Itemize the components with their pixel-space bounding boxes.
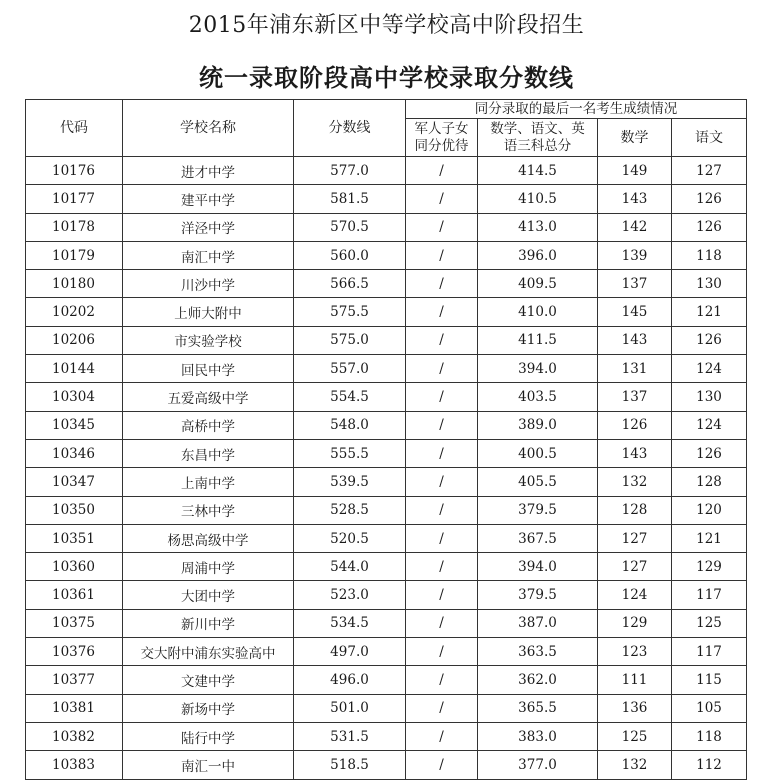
cell-score: 497.0 — [294, 638, 406, 666]
cell-chinese: 126 — [672, 213, 747, 241]
cell-total: 414.5 — [478, 157, 598, 185]
column-header-name: 学校名称 — [123, 100, 294, 157]
cell-school-name: 南汇中学 — [123, 241, 294, 269]
cell-math: 123 — [598, 638, 672, 666]
table-row — [26, 751, 747, 779]
cell-score: 570.5 — [294, 213, 406, 241]
cell-chinese: 127 — [672, 157, 747, 185]
cell-school-name: 大团中学 — [123, 581, 294, 609]
cell-math: 129 — [598, 609, 672, 637]
cell-military: / — [406, 383, 478, 411]
table-header — [26, 100, 747, 157]
cell-chinese: 112 — [672, 751, 747, 779]
total-header-line1: 数学、语文、英 — [490, 120, 585, 137]
cell-code: 10360 — [26, 553, 123, 581]
cell-total: 363.5 — [478, 638, 598, 666]
cell-military: / — [406, 666, 478, 694]
cell-chinese: 115 — [672, 666, 747, 694]
cell-total: 379.5 — [478, 496, 598, 524]
cell-military: / — [406, 751, 478, 779]
cell-school-name: 三林中学 — [123, 496, 294, 524]
column-header-military — [406, 119, 478, 157]
cell-school-name: 新场中学 — [123, 694, 294, 722]
document-subtitle: 统一录取阶段高中学校录取分数线 — [199, 64, 574, 92]
cell-chinese: 126 — [672, 439, 747, 467]
cell-total: 413.0 — [478, 213, 598, 241]
cell-math: 137 — [598, 270, 672, 298]
cell-total: 405.5 — [478, 468, 598, 496]
cell-math: 139 — [598, 241, 672, 269]
cell-military: / — [406, 270, 478, 298]
cell-score: 554.5 — [294, 383, 406, 411]
cell-code: 10144 — [26, 355, 123, 383]
cell-score: 575.0 — [294, 326, 406, 354]
table-row — [26, 326, 747, 354]
cell-total: 367.5 — [478, 524, 598, 552]
table-row — [26, 524, 747, 552]
cell-total: 411.5 — [478, 326, 598, 354]
cell-code: 10202 — [26, 298, 123, 326]
cell-score: 581.5 — [294, 185, 406, 213]
table-row — [26, 496, 747, 524]
cell-school-name: 五爱高级中学 — [123, 383, 294, 411]
cell-total: 410.5 — [478, 185, 598, 213]
cell-code: 10346 — [26, 439, 123, 467]
table-body — [26, 157, 747, 780]
column-group-header: 同分录取的最后一名考生成绩情况 — [406, 100, 747, 119]
cell-military: / — [406, 411, 478, 439]
cell-code: 10176 — [26, 157, 123, 185]
table-row — [26, 355, 747, 383]
cell-score: 518.5 — [294, 751, 406, 779]
cell-chinese: 128 — [672, 468, 747, 496]
table-row — [26, 270, 747, 298]
cell-chinese: 124 — [672, 411, 747, 439]
cell-code: 10350 — [26, 496, 123, 524]
cell-math: 149 — [598, 157, 672, 185]
cell-school-name: 杨思高级中学 — [123, 524, 294, 552]
cell-school-name: 上南中学 — [123, 468, 294, 496]
cell-score: 544.0 — [294, 553, 406, 581]
cell-chinese: 121 — [672, 298, 747, 326]
cell-math: 142 — [598, 213, 672, 241]
cell-military: / — [406, 298, 478, 326]
cell-math: 137 — [598, 383, 672, 411]
cell-military: / — [406, 524, 478, 552]
cell-chinese: 124 — [672, 355, 747, 383]
cell-score: 575.5 — [294, 298, 406, 326]
cell-code: 10376 — [26, 638, 123, 666]
cell-math: 131 — [598, 355, 672, 383]
cell-chinese: 125 — [672, 609, 747, 637]
cell-code: 10178 — [26, 213, 123, 241]
table-row — [26, 468, 747, 496]
cell-code: 10345 — [26, 411, 123, 439]
cell-school-name: 陆行中学 — [123, 722, 294, 750]
cell-math: 143 — [598, 185, 672, 213]
cell-school-name: 市实验学校 — [123, 326, 294, 354]
cell-total: 379.5 — [478, 581, 598, 609]
cell-military: / — [406, 609, 478, 637]
cell-code: 10179 — [26, 241, 123, 269]
cell-code: 10382 — [26, 722, 123, 750]
cell-math: 136 — [598, 694, 672, 722]
column-header-code: 代码 — [26, 100, 123, 157]
cell-military: / — [406, 355, 478, 383]
table-row — [26, 694, 747, 722]
cell-total: 394.0 — [478, 355, 598, 383]
cell-score: 496.0 — [294, 666, 406, 694]
cell-code: 10375 — [26, 609, 123, 637]
cell-school-name: 进才中学 — [123, 157, 294, 185]
column-header-total — [478, 119, 598, 157]
cell-military: / — [406, 468, 478, 496]
cell-math: 125 — [598, 722, 672, 750]
column-header-math: 数学 — [598, 119, 672, 157]
cell-math: 127 — [598, 524, 672, 552]
cell-total: 394.0 — [478, 553, 598, 581]
cell-code: 10383 — [26, 751, 123, 779]
table-row — [26, 157, 747, 185]
cell-math: 132 — [598, 751, 672, 779]
cell-total: 400.5 — [478, 439, 598, 467]
cell-military: / — [406, 581, 478, 609]
cell-score: 548.0 — [294, 411, 406, 439]
cell-chinese: 118 — [672, 241, 747, 269]
table-row — [26, 298, 747, 326]
cell-code: 10351 — [26, 524, 123, 552]
cell-school-name: 高桥中学 — [123, 411, 294, 439]
table-row — [26, 666, 747, 694]
cell-math: 127 — [598, 553, 672, 581]
cell-military: / — [406, 241, 478, 269]
cell-code: 10304 — [26, 383, 123, 411]
cell-score: 501.0 — [294, 694, 406, 722]
cell-school-name: 东昌中学 — [123, 439, 294, 467]
cell-total: 410.0 — [478, 298, 598, 326]
table-row — [26, 213, 747, 241]
cell-score: 566.5 — [294, 270, 406, 298]
table-row — [26, 241, 747, 269]
cell-score: 531.5 — [294, 722, 406, 750]
cell-score: 557.0 — [294, 355, 406, 383]
cell-code: 10180 — [26, 270, 123, 298]
military-header-line2: 同分优待 — [414, 137, 469, 154]
table-row — [26, 185, 747, 213]
cell-math: 145 — [598, 298, 672, 326]
table-row — [26, 411, 747, 439]
table-row — [26, 609, 747, 637]
cell-military: / — [406, 496, 478, 524]
cell-total: 383.0 — [478, 722, 598, 750]
cell-math: 143 — [598, 326, 672, 354]
table-row — [26, 722, 747, 750]
cell-total: 377.0 — [478, 751, 598, 779]
cell-school-name: 建平中学 — [123, 185, 294, 213]
cell-school-name: 南汇一中 — [123, 751, 294, 779]
table-row — [26, 553, 747, 581]
cell-score: 534.5 — [294, 609, 406, 637]
military-header-line1: 军人子女 — [414, 120, 469, 137]
cell-chinese: 126 — [672, 326, 747, 354]
cell-chinese: 120 — [672, 496, 747, 524]
table-row — [26, 383, 747, 411]
cell-code: 10381 — [26, 694, 123, 722]
cell-math: 126 — [598, 411, 672, 439]
cell-military: / — [406, 694, 478, 722]
cell-school-name: 文建中学 — [123, 666, 294, 694]
cell-chinese: 129 — [672, 553, 747, 581]
cell-chinese: 126 — [672, 185, 747, 213]
cell-school-name: 川沙中学 — [123, 270, 294, 298]
cell-military: / — [406, 722, 478, 750]
cell-score: 577.0 — [294, 157, 406, 185]
cell-military: / — [406, 185, 478, 213]
cell-school-name: 洋泾中学 — [123, 213, 294, 241]
cell-total: 396.0 — [478, 241, 598, 269]
cell-score: 528.5 — [294, 496, 406, 524]
cell-total: 365.5 — [478, 694, 598, 722]
cell-military: / — [406, 157, 478, 185]
cell-total: 389.0 — [478, 411, 598, 439]
table-row — [26, 581, 747, 609]
cell-total: 409.5 — [478, 270, 598, 298]
cell-school-name: 周浦中学 — [123, 553, 294, 581]
cell-chinese: 105 — [672, 694, 747, 722]
cell-code: 10377 — [26, 666, 123, 694]
cell-military: / — [406, 638, 478, 666]
cell-math: 143 — [598, 439, 672, 467]
cell-chinese: 121 — [672, 524, 747, 552]
cell-chinese: 117 — [672, 638, 747, 666]
cell-total: 387.0 — [478, 609, 598, 637]
cell-math: 132 — [598, 468, 672, 496]
cell-military: / — [406, 213, 478, 241]
cell-math: 111 — [598, 666, 672, 694]
cell-military: / — [406, 553, 478, 581]
cell-chinese: 118 — [672, 722, 747, 750]
cell-school-name: 回民中学 — [123, 355, 294, 383]
cell-code: 10206 — [26, 326, 123, 354]
total-header-line2: 语三科总分 — [503, 137, 572, 154]
score-table — [25, 99, 747, 780]
cell-school-name: 上师大附中 — [123, 298, 294, 326]
cell-chinese: 130 — [672, 383, 747, 411]
cell-code: 10361 — [26, 581, 123, 609]
cell-total: 403.5 — [478, 383, 598, 411]
table-row — [26, 638, 747, 666]
cell-score: 539.5 — [294, 468, 406, 496]
cell-chinese: 130 — [672, 270, 747, 298]
cell-total: 362.0 — [478, 666, 598, 694]
column-header-score: 分数线 — [294, 100, 406, 157]
cell-score: 555.5 — [294, 439, 406, 467]
cell-score: 560.0 — [294, 241, 406, 269]
cell-math: 124 — [598, 581, 672, 609]
table-row — [26, 439, 747, 467]
cell-school-name: 交大附中浦东实验高中 — [123, 638, 294, 666]
cell-code: 10347 — [26, 468, 123, 496]
cell-chinese: 117 — [672, 581, 747, 609]
cell-score: 520.5 — [294, 524, 406, 552]
cell-school-name: 新川中学 — [123, 609, 294, 637]
cell-math: 128 — [598, 496, 672, 524]
document-title: 2015年浦东新区中等学校高中阶段招生 — [188, 13, 585, 38]
column-header-chinese: 语文 — [672, 119, 747, 157]
cell-military: / — [406, 439, 478, 467]
cell-military: / — [406, 326, 478, 354]
cell-score: 523.0 — [294, 581, 406, 609]
cell-code: 10177 — [26, 185, 123, 213]
